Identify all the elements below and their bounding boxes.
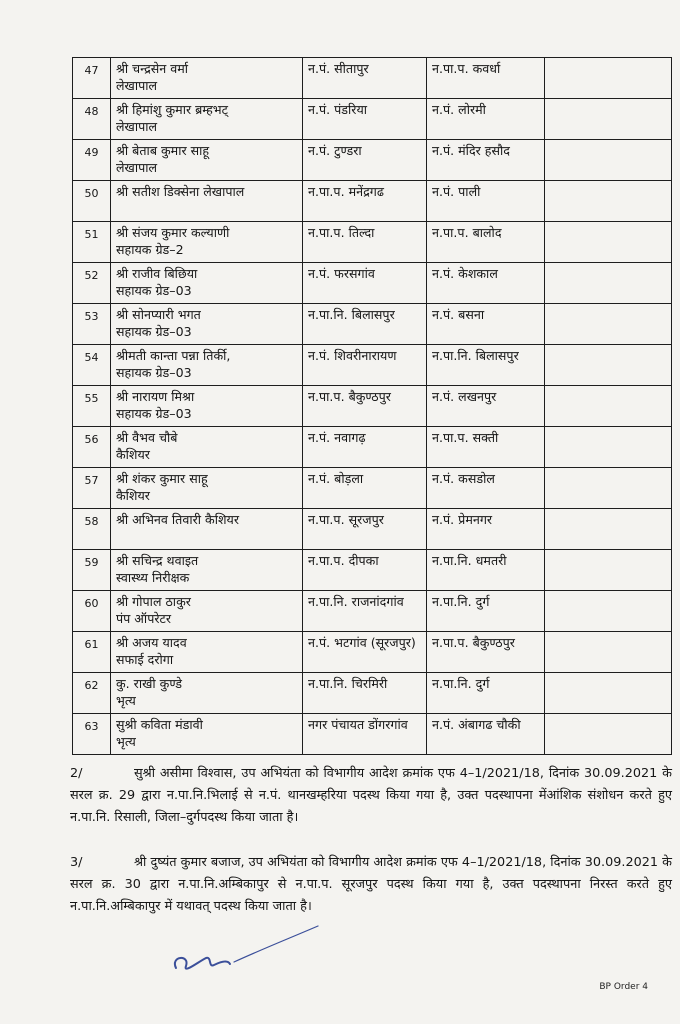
serial-number-cell: 52 bbox=[73, 263, 111, 304]
employee-cell bbox=[111, 632, 303, 673]
serial-number-cell: 61 bbox=[73, 632, 111, 673]
table-row bbox=[73, 509, 672, 550]
employee-designation: कैशियर bbox=[116, 488, 150, 503]
remarks-cell bbox=[545, 673, 672, 714]
table-row bbox=[73, 304, 672, 345]
employee-designation: सहायक ग्रेड–03 bbox=[116, 324, 192, 339]
employee-cell bbox=[111, 58, 303, 99]
serial-number-cell: 57 bbox=[73, 468, 111, 509]
employee-cell bbox=[111, 427, 303, 468]
table-row bbox=[73, 468, 672, 509]
table-row bbox=[73, 591, 672, 632]
employee-designation: सफाई दरोगा bbox=[116, 652, 174, 667]
new-posting-cell: न.पं. कसडोल bbox=[427, 468, 545, 509]
table-row bbox=[73, 632, 672, 673]
remarks-cell bbox=[545, 345, 672, 386]
employee-designation: सहायक ग्रेड–03 bbox=[116, 283, 192, 298]
table-row bbox=[73, 140, 672, 181]
remarks-cell bbox=[545, 468, 672, 509]
employee-name: श्री बेताब कुमार साहू bbox=[116, 143, 210, 158]
employee-designation: भृत्य bbox=[116, 734, 136, 749]
new-posting-cell: न.पं. पाली bbox=[427, 181, 545, 222]
employee-designation: कैशियर bbox=[116, 447, 150, 462]
table-row bbox=[73, 263, 672, 304]
new-posting-cell: न.पं. अंबागढ चौकी bbox=[427, 714, 545, 755]
employee-name: श्री अभिनव तिवारी कैशियर bbox=[116, 512, 239, 527]
new-posting-cell: न.पं. मंदिर हसौद bbox=[427, 140, 545, 181]
remarks-cell bbox=[545, 140, 672, 181]
current-posting-cell: न.पा.प. तिल्दा bbox=[303, 222, 427, 263]
employee-name: श्री सचिन्द्र थवाइत bbox=[116, 553, 199, 568]
table-row bbox=[73, 222, 672, 263]
employee-designation: भृत्य bbox=[116, 693, 136, 708]
serial-number-cell: 56 bbox=[73, 427, 111, 468]
serial-number-cell: 62 bbox=[73, 673, 111, 714]
employee-name: कु. राखी कुण्डे bbox=[116, 676, 183, 691]
current-posting-cell: न.पा.नि. बिलासपुर bbox=[303, 304, 427, 345]
table-row bbox=[73, 386, 672, 427]
employee-name: श्री अजय यादव bbox=[116, 635, 187, 650]
paragraph-2-number: 2/ bbox=[70, 766, 83, 781]
current-posting-cell: न.पं. शिवरीनारायण bbox=[303, 345, 427, 386]
current-posting-cell: नगर पंचायत डोंगरगांव bbox=[303, 714, 427, 755]
new-posting-cell: न.पा.प. सक्ती bbox=[427, 427, 545, 468]
current-posting-cell: न.पं. नवागढ़ bbox=[303, 427, 427, 468]
employee-designation: सहायक ग्रेड–2 bbox=[116, 242, 184, 257]
employee-cell bbox=[111, 263, 303, 304]
employee-cell bbox=[111, 386, 303, 427]
remarks-cell bbox=[545, 386, 672, 427]
new-posting-cell: न.पा.प. कवर्धा bbox=[427, 58, 545, 99]
paragraph-3-number: 3/ bbox=[70, 855, 83, 870]
new-posting-cell: न.पा.नि. बिलासपुर bbox=[427, 345, 545, 386]
new-posting-cell: न.पं. बसना bbox=[427, 304, 545, 345]
new-posting-cell: न.पं. लखनपुर bbox=[427, 386, 545, 427]
employee-name: श्री चन्द्रसेन वर्मा bbox=[116, 61, 189, 76]
serial-number-cell: 49 bbox=[73, 140, 111, 181]
paragraph-3-text: श्री दुष्यंत कुमार बजाज, उप अभियंता को विभागीय आदेश क्रमांक एफ 4–1/2021/18, दिनांक 30.09.2021 के सरल क्र. 30 द्वारा न.पा.नि.अम्बिकापुर से न.पा.प. सूरजपुर पदस्थ किया गया है, उक्त पदस्थापना निरस्त करते हुए न.पा.नि.अम्बिकापुर में यथावत् पदस्थ किया जाता है। bbox=[70, 855, 672, 914]
table-row bbox=[73, 181, 672, 222]
employee-designation: लेखापाल bbox=[116, 160, 158, 175]
employee-cell bbox=[111, 140, 303, 181]
table-row bbox=[73, 427, 672, 468]
current-posting-cell: न.पा.प. मनेंद्रगढ bbox=[303, 181, 427, 222]
employee-name: श्री सोनप्यारी भगत bbox=[116, 307, 201, 322]
employee-cell bbox=[111, 99, 303, 140]
current-posting-cell: न.पा.नि. राजनांदगांव bbox=[303, 591, 427, 632]
serial-number-cell: 51 bbox=[73, 222, 111, 263]
employee-cell bbox=[111, 509, 303, 550]
table-row bbox=[73, 99, 672, 140]
remarks-cell bbox=[545, 509, 672, 550]
remarks-cell bbox=[545, 632, 672, 673]
signature-mark bbox=[150, 918, 320, 978]
serial-number-cell: 47 bbox=[73, 58, 111, 99]
employee-cell bbox=[111, 468, 303, 509]
current-posting-cell: न.पा.प. सूरजपुर bbox=[303, 509, 427, 550]
employee-cell bbox=[111, 222, 303, 263]
employee-name: श्री हिमांशु कुमार ब्रम्हभट् bbox=[116, 102, 228, 117]
remarks-cell bbox=[545, 550, 672, 591]
employee-designation: सहायक ग्रेड–03 bbox=[116, 365, 192, 380]
serial-number-cell: 53 bbox=[73, 304, 111, 345]
employee-name: श्री संजय कुमार कल्याणी bbox=[116, 225, 230, 240]
new-posting-cell: न.पा.नि. दुर्ग bbox=[427, 673, 545, 714]
serial-number-cell: 48 bbox=[73, 99, 111, 140]
remarks-cell bbox=[545, 427, 672, 468]
employee-designation: स्वास्थ्य निरीक्षक bbox=[116, 570, 190, 585]
current-posting-cell: न.पं. फरसगांव bbox=[303, 263, 427, 304]
employee-name: सुश्री कविता मंडावी bbox=[116, 717, 203, 732]
table-row bbox=[73, 714, 672, 755]
remarks-cell bbox=[545, 714, 672, 755]
current-posting-cell: न.पं. बोड़ला bbox=[303, 468, 427, 509]
employee-name: श्री गोपाल ठाकुर bbox=[116, 594, 191, 609]
employee-name: श्री शंकर कुमार साहू bbox=[116, 471, 208, 486]
current-posting-cell: न.पं. पंडरिया bbox=[303, 99, 427, 140]
new-posting-cell: न.पं. लोरमी bbox=[427, 99, 545, 140]
new-posting-cell: न.पा.नि. धमतरी bbox=[427, 550, 545, 591]
table-row bbox=[73, 673, 672, 714]
new-posting-cell: न.पं. प्रेमनगर bbox=[427, 509, 545, 550]
transfer-table-body bbox=[73, 58, 672, 755]
employee-cell bbox=[111, 550, 303, 591]
paragraph-2 bbox=[70, 763, 672, 829]
employee-designation: सहायक ग्रेड–03 bbox=[116, 406, 192, 421]
serial-number-cell: 59 bbox=[73, 550, 111, 591]
remarks-cell bbox=[545, 304, 672, 345]
remarks-cell bbox=[545, 263, 672, 304]
serial-number-cell: 58 bbox=[73, 509, 111, 550]
serial-number-cell: 50 bbox=[73, 181, 111, 222]
new-posting-cell: न.पा.प. बैकुण्ठपुर bbox=[427, 632, 545, 673]
employee-cell bbox=[111, 304, 303, 345]
current-posting-cell: न.पं. टुण्डरा bbox=[303, 140, 427, 181]
footer-reference: BP Order 4 bbox=[599, 982, 648, 992]
paragraph-3 bbox=[70, 852, 672, 918]
serial-number-cell: 54 bbox=[73, 345, 111, 386]
paragraph-2-text: सुश्री असीमा विश्वास, उप अभियंता को विभागीय आदेश क्रमांक एफ 4–1/2021/18, दिनांक 30.09.2021 के सरल क्र. 29 द्वारा न.पा.नि.भिलाई से न.पं. थानखम्हरिया पदस्थ किया गया है, उक्त पदस्थापना मेंआंशिक संशोधन करते हुए न.पा.नि. रिसाली, जिला–दुर्गपदस्थ किया जाता है। bbox=[70, 766, 672, 825]
employee-cell bbox=[111, 591, 303, 632]
current-posting-cell: न.पा.नि. चिरमिरी bbox=[303, 673, 427, 714]
new-posting-cell: न.पा.नि. दुर्ग bbox=[427, 591, 545, 632]
remarks-cell bbox=[545, 99, 672, 140]
employee-name: श्री सतीश डिक्सेना लेखापाल bbox=[116, 184, 245, 199]
serial-number-cell: 63 bbox=[73, 714, 111, 755]
remarks-cell bbox=[545, 181, 672, 222]
employee-name: श्री राजीव बिछिया bbox=[116, 266, 198, 281]
employee-name: श्रीमती कान्ता पन्ना तिर्की, bbox=[116, 348, 231, 363]
remarks-cell bbox=[545, 591, 672, 632]
employee-designation: लेखापाल bbox=[116, 78, 158, 93]
employee-name: श्री वैभव चौबे bbox=[116, 430, 178, 445]
table-row bbox=[73, 550, 672, 591]
transfer-table bbox=[72, 57, 672, 755]
serial-number-cell: 55 bbox=[73, 386, 111, 427]
current-posting-cell: न.पा.प. दीपका bbox=[303, 550, 427, 591]
employee-cell bbox=[111, 714, 303, 755]
remarks-cell bbox=[545, 58, 672, 99]
current-posting-cell: न.पं. सीतापुर bbox=[303, 58, 427, 99]
table-row bbox=[73, 345, 672, 386]
employee-designation: पंप ऑपरेटर bbox=[116, 611, 171, 626]
employee-designation: लेखापाल bbox=[116, 119, 158, 134]
new-posting-cell: न.पं. केशकाल bbox=[427, 263, 545, 304]
current-posting-cell: न.पं. भटगांव (सूरजपुर) bbox=[303, 632, 427, 673]
serial-number-cell: 60 bbox=[73, 591, 111, 632]
remarks-cell bbox=[545, 222, 672, 263]
employee-cell bbox=[111, 181, 303, 222]
employee-cell bbox=[111, 345, 303, 386]
table-row bbox=[73, 58, 672, 99]
employee-name: श्री नारायण मिश्रा bbox=[116, 389, 195, 404]
employee-cell bbox=[111, 673, 303, 714]
new-posting-cell: न.पा.प. बालोद bbox=[427, 222, 545, 263]
current-posting-cell: न.पा.प. बैकुण्ठपुर bbox=[303, 386, 427, 427]
